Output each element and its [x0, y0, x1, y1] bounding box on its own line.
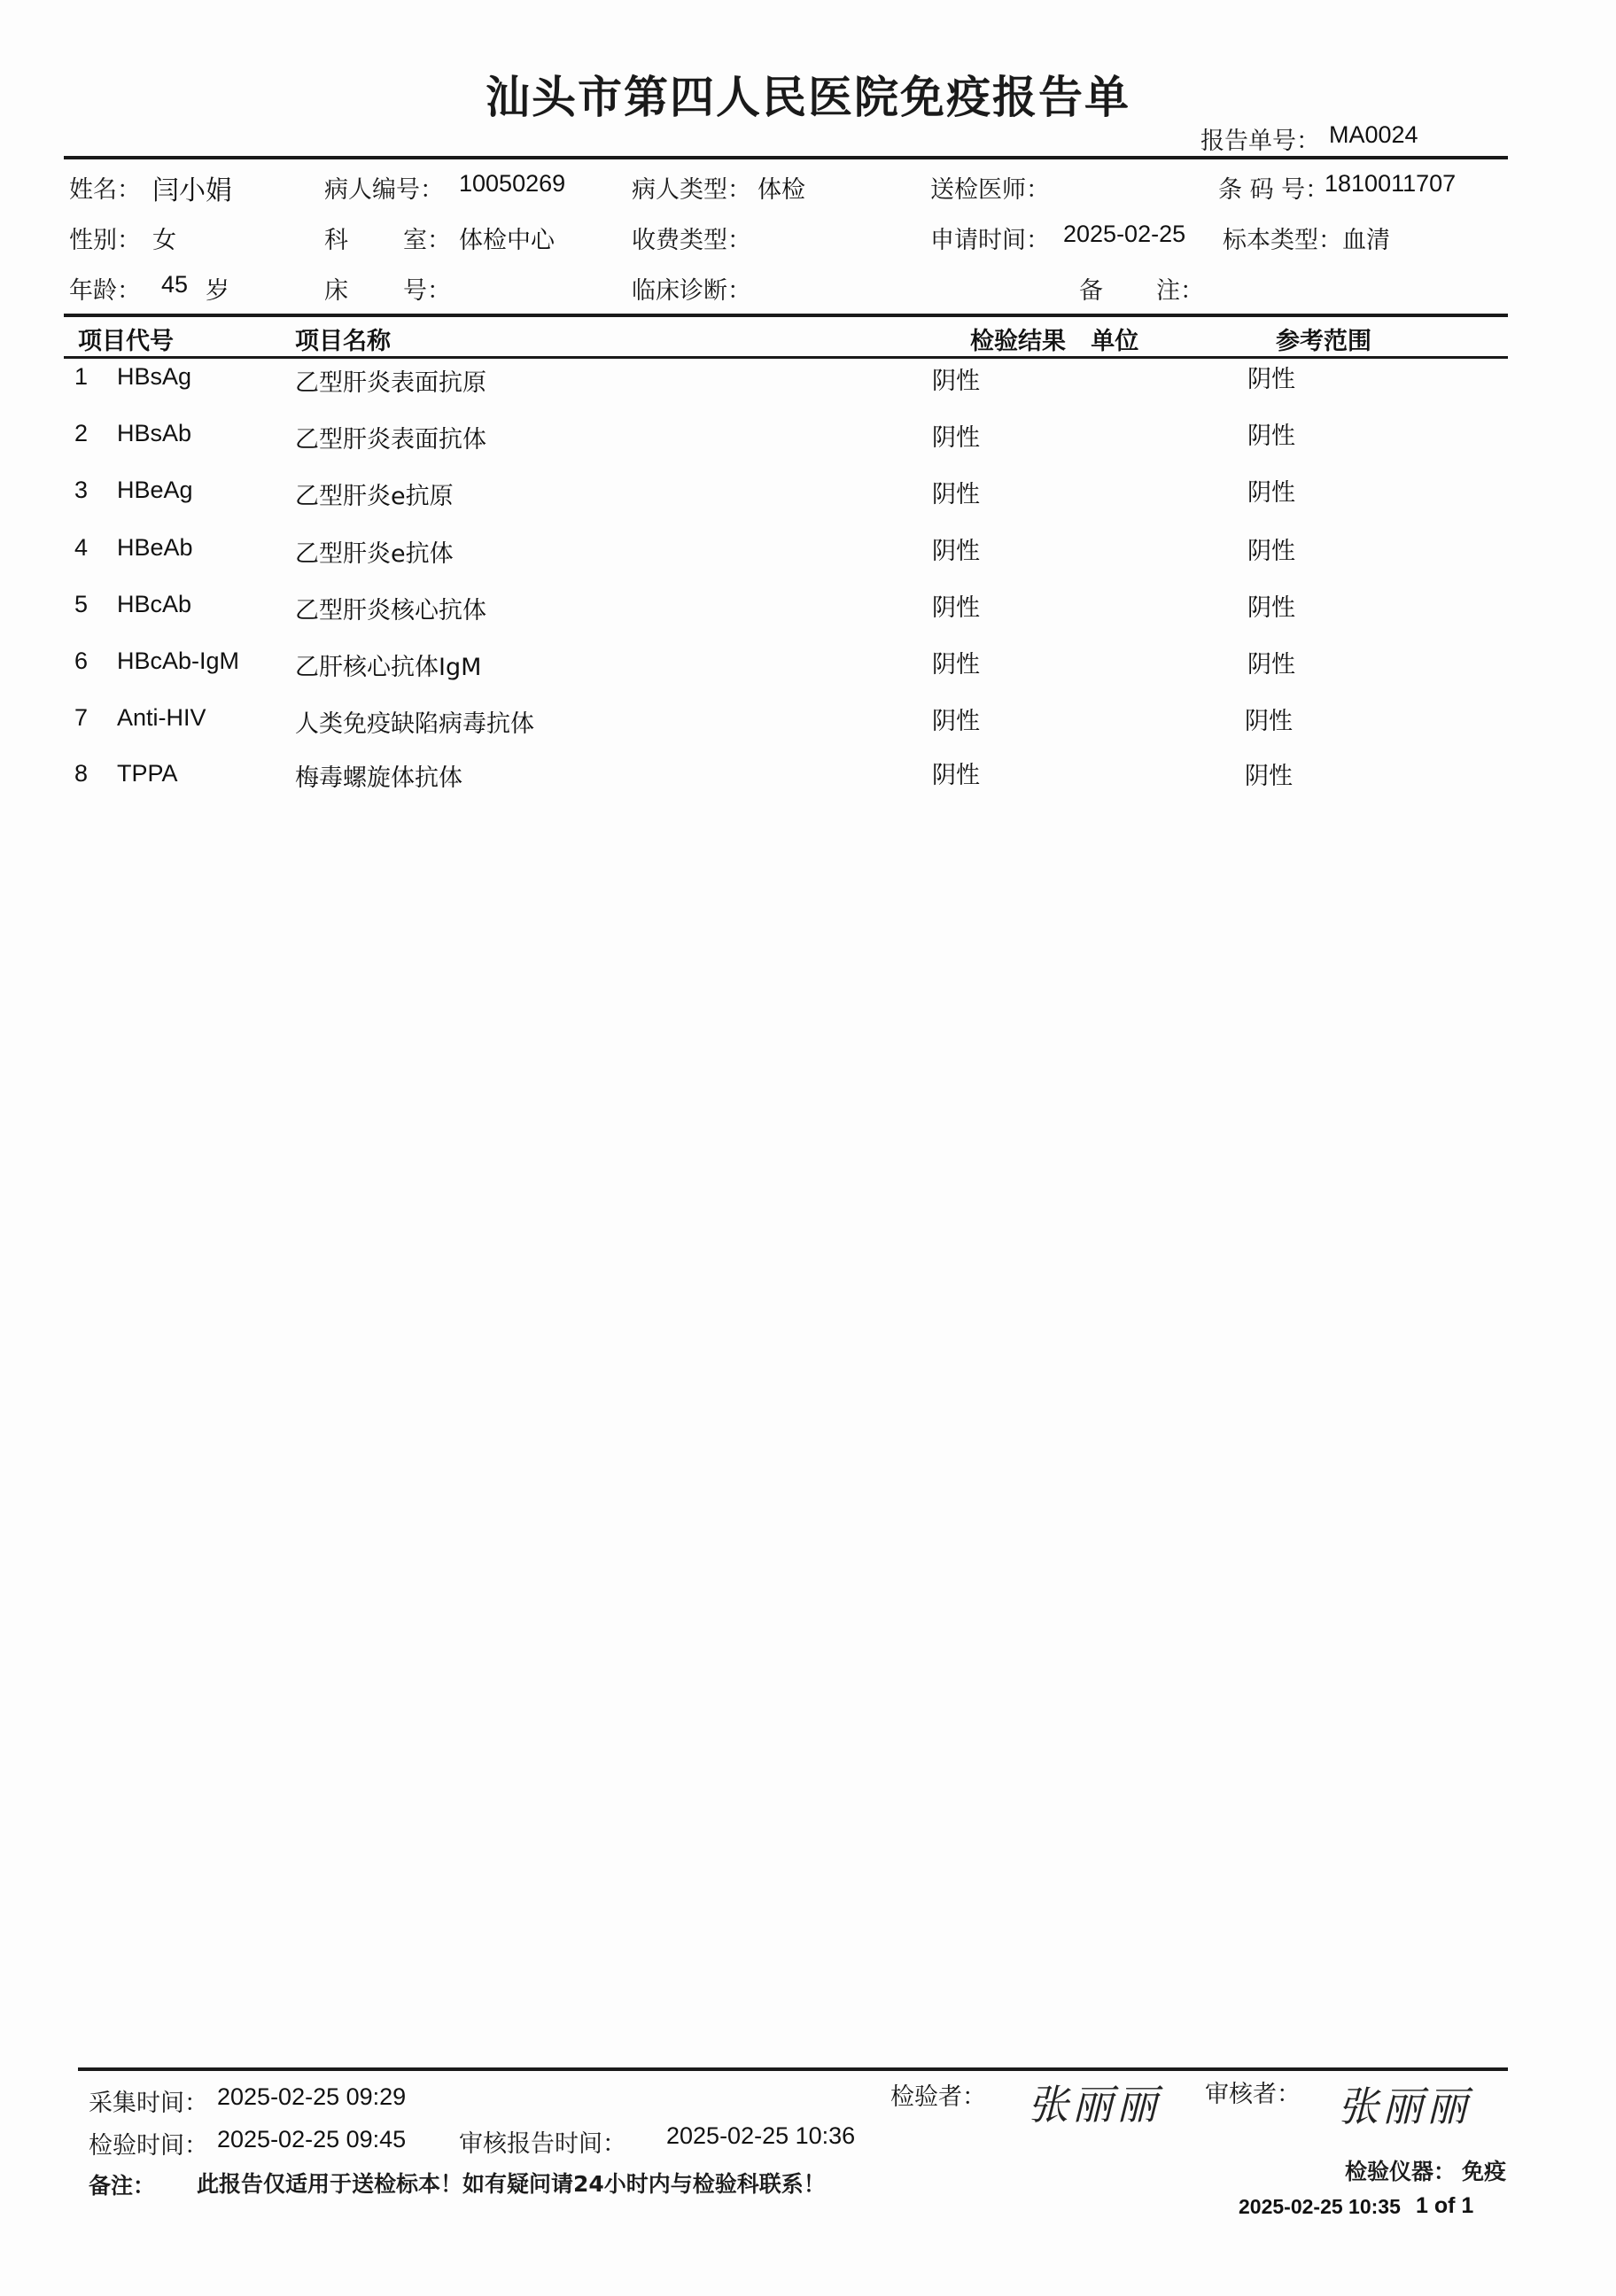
name-label: 姓名： — [69, 176, 141, 204]
barcode: 1810011707 — [1325, 170, 1457, 197]
dept-label-2: 室： — [403, 227, 451, 254]
item-ref: 阴性 — [1245, 763, 1293, 790]
report-no-label: 报告单号： — [1200, 128, 1320, 155]
divider-header-top — [64, 314, 1508, 317]
item-name: 人类免疫缺陷病毒抗体 — [295, 710, 534, 738]
bed-label-1: 床 — [324, 277, 348, 305]
item-ref: 阴性 — [1247, 423, 1295, 450]
item-name: 乙肝核心抗体IgM — [295, 654, 482, 681]
item-name: 乙型肝炎表面抗原 — [295, 369, 486, 397]
diagnosis-label: 临床诊断： — [632, 277, 751, 305]
item-ref: 阴性 — [1247, 366, 1295, 393]
patient-type: 体检 — [758, 176, 805, 204]
divider-top — [64, 156, 1508, 159]
patient-type-label: 病人类型： — [632, 176, 751, 204]
tester-label: 检验者： — [890, 2083, 986, 2111]
auditor-label: 审核者： — [1205, 2081, 1301, 2108]
dept-label-1: 科 — [324, 227, 348, 254]
item-code: TPPA — [117, 760, 178, 787]
item-result: 阴性 — [932, 424, 980, 452]
item-ref: 阴性 — [1247, 479, 1295, 507]
item-name: 梅毒螺旋体抗体 — [295, 764, 462, 792]
item-ref: 阴性 — [1247, 594, 1295, 622]
patient-id-label: 病人编号： — [324, 176, 444, 204]
barcode-label: 条 码 号： — [1218, 176, 1330, 204]
row-number: 2 — [74, 420, 89, 446]
row-number: 8 — [74, 760, 89, 787]
patient-id: 10050269 — [459, 170, 566, 197]
specimen-type: 血清 — [1342, 227, 1390, 254]
item-ref: 阴性 — [1247, 538, 1295, 565]
patient-age: 45 — [161, 271, 189, 298]
column-header-code: 项目代号 — [78, 328, 174, 355]
patient-name: 闫小娟 — [152, 175, 232, 206]
remark-label-1: 备 — [1079, 277, 1103, 305]
item-result: 阴性 — [932, 594, 980, 622]
item-code: HBeAg — [117, 477, 193, 503]
column-header-result-unit: 检验结果 单位 — [970, 328, 1139, 355]
page-indicator: 1 of 1 — [1416, 2193, 1474, 2218]
collect-time-label: 采集时间： — [89, 2090, 208, 2117]
item-result: 阴性 — [932, 651, 980, 679]
item-name: 乙型肝炎e抗体 — [295, 540, 454, 568]
age-label: 年龄： — [69, 277, 141, 305]
item-result: 阴性 — [932, 762, 980, 789]
department: 体检中心 — [459, 227, 555, 254]
remark-label-2: 注： — [1156, 277, 1204, 305]
divider-header-bottom — [64, 356, 1508, 359]
test-time: 2025-02-25 09:45 — [217, 2126, 407, 2152]
column-header-name: 项目名称 — [295, 328, 391, 355]
item-code: HBsAb — [117, 420, 192, 446]
item-name: 乙型肝炎核心抗体 — [295, 597, 486, 624]
test-time-label: 检验时间： — [89, 2132, 208, 2160]
auditor-signature: 张丽丽 — [1338, 2083, 1471, 2130]
apply-time-label: 申请时间： — [930, 227, 1050, 254]
sex-label: 性别： — [69, 227, 141, 254]
instrument-label: 检验仪器： — [1345, 2159, 1457, 2184]
item-result: 阴性 — [932, 708, 980, 735]
bed-label-2: 号： — [403, 277, 451, 305]
tester-signature: 张丽丽 — [1028, 2081, 1161, 2129]
patient-sex: 女 — [152, 227, 176, 254]
doctor-label: 送检医师： — [930, 176, 1050, 204]
item-code: Anti-HIV — [117, 704, 206, 731]
collect-time: 2025-02-25 09:29 — [217, 2083, 407, 2110]
item-code: HBsAg — [117, 363, 192, 390]
note-label: 备注： — [89, 2173, 156, 2199]
item-result: 阴性 — [932, 481, 980, 508]
item-result: 阴性 — [932, 368, 980, 395]
item-code: HBcAb-IgM — [117, 648, 240, 674]
divider-footer — [78, 2067, 1508, 2071]
row-number: 7 — [74, 704, 89, 731]
note-text: 此报告仅适用于送检标本！如有疑问请24小时内与检验科联系！ — [197, 2171, 826, 2197]
row-number: 3 — [74, 477, 89, 503]
fee-type-label: 收费类型： — [632, 227, 751, 254]
report-no: MA0024 — [1329, 121, 1418, 148]
item-ref: 阴性 — [1245, 708, 1293, 735]
apply-time: 2025-02-25 — [1063, 221, 1186, 247]
item-code: HBcAb — [117, 591, 192, 617]
item-result: 阴性 — [932, 538, 980, 565]
instrument: 免疫 — [1462, 2159, 1507, 2184]
row-number: 4 — [74, 534, 89, 561]
item-ref: 阴性 — [1247, 651, 1295, 679]
row-number: 6 — [74, 648, 89, 674]
specimen-label: 标本类型： — [1223, 227, 1342, 254]
item-name: 乙型肝炎表面抗体 — [295, 426, 486, 454]
audit-time: 2025-02-25 10:36 — [666, 2122, 856, 2149]
report-title: 汕头市第四人民医院免疫报告单 — [486, 72, 1130, 123]
item-name: 乙型肝炎e抗原 — [295, 483, 454, 510]
print-time: 2025-02-25 10:35 — [1239, 2195, 1401, 2218]
audit-time-label: 审核报告时间： — [459, 2130, 626, 2158]
age-unit: 岁 — [206, 277, 229, 305]
item-code: HBeAb — [117, 534, 193, 561]
column-header-ref: 参考范围 — [1276, 328, 1371, 355]
row-number: 5 — [74, 591, 89, 617]
row-number: 1 — [74, 363, 89, 390]
